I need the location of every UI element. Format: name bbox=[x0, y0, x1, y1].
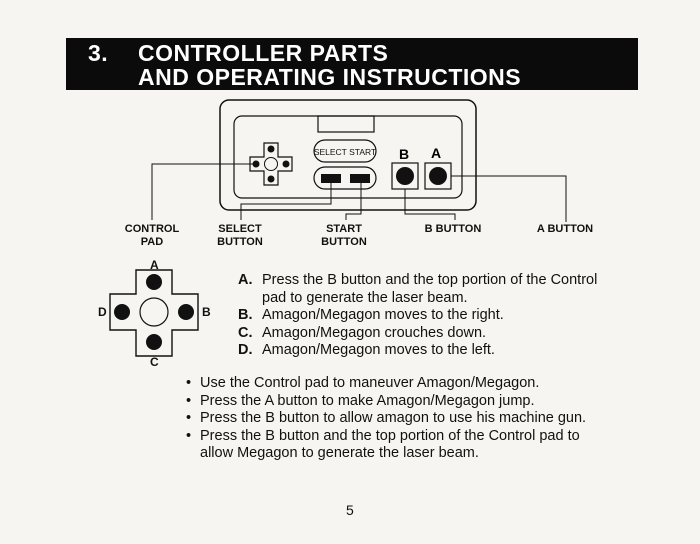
title-line-1: CONTROLLER PARTS bbox=[138, 40, 389, 66]
direction-key: C. bbox=[238, 324, 253, 341]
direction-list bbox=[238, 272, 597, 360]
a-button-callout: A BUTTON bbox=[536, 223, 594, 235]
select-start-label: SELECT START bbox=[313, 147, 377, 157]
b-button[interactable] bbox=[396, 167, 414, 185]
direction-text-continued: pad to generate the laser beam. bbox=[262, 289, 468, 306]
large-dpad-icon bbox=[110, 270, 198, 356]
direction-text: Amagon/Megagon moves to the left. bbox=[262, 342, 495, 358]
title-line-2: AND OPERATING INSTRUCTIONS bbox=[138, 64, 522, 90]
direction-item bbox=[238, 342, 597, 360]
start-button-callout bbox=[310, 223, 378, 249]
direction-text: Amagon/Megagon crouches down. bbox=[262, 324, 487, 341]
instruction-item: • Press the A button to make Amagon/Megagon jump. bbox=[186, 393, 606, 411]
dpad-up-letter: A bbox=[150, 258, 159, 272]
a-button[interactable] bbox=[429, 167, 447, 185]
controller-dpad-icon bbox=[250, 143, 292, 185]
dpad-right-letter: B bbox=[202, 305, 211, 319]
direction-item bbox=[238, 307, 597, 325]
control-pad-callout-line1: CONTROL bbox=[124, 223, 180, 235]
controller-top-tab bbox=[318, 116, 374, 132]
section-number: 3. bbox=[88, 40, 109, 66]
direction-text: Press the B button and the top portion of the Control bbox=[262, 272, 598, 288]
instruction-item: • Use the Control pad to maneuver Amagon/Megagon. bbox=[186, 375, 606, 393]
b-button-callout: B BUTTON bbox=[424, 223, 482, 235]
controller-inner-panel bbox=[234, 116, 462, 198]
select-button[interactable] bbox=[321, 174, 341, 183]
select-button-callout-line2: BUTTON bbox=[217, 236, 263, 248]
instruction-item: • Press the B button to allow amagon to use his machine gun. bbox=[186, 410, 606, 428]
direction-item bbox=[238, 325, 597, 343]
instruction-item: • Press the B button and the top portion of the Control pad to allow Megagon to generate the laser beam. bbox=[186, 428, 606, 463]
callout-lines bbox=[152, 164, 566, 222]
direction-key: B. bbox=[238, 307, 253, 323]
dpad-left-letter: D bbox=[98, 305, 107, 319]
a-letter: A bbox=[430, 145, 442, 161]
start-button-callout-line2: BUTTON bbox=[321, 236, 367, 248]
start-button-callout-line1: START bbox=[326, 223, 362, 235]
direction-text: Amagon/Megagon moves to the right. bbox=[262, 307, 504, 323]
select-button-callout bbox=[206, 223, 274, 249]
control-pad-callout-line2: PAD bbox=[140, 236, 164, 248]
instruction-list bbox=[186, 375, 606, 463]
dpad-down-letter: C bbox=[150, 355, 159, 369]
control-pad-callout bbox=[118, 223, 186, 249]
page-number: 5 bbox=[346, 502, 354, 518]
start-button[interactable] bbox=[350, 174, 370, 183]
direction-key: D. bbox=[238, 342, 253, 358]
b-letter: B bbox=[398, 146, 410, 162]
direction-key: A. bbox=[238, 272, 253, 288]
direction-item bbox=[238, 272, 597, 307]
select-button-callout-line1: SELECT bbox=[218, 223, 262, 235]
